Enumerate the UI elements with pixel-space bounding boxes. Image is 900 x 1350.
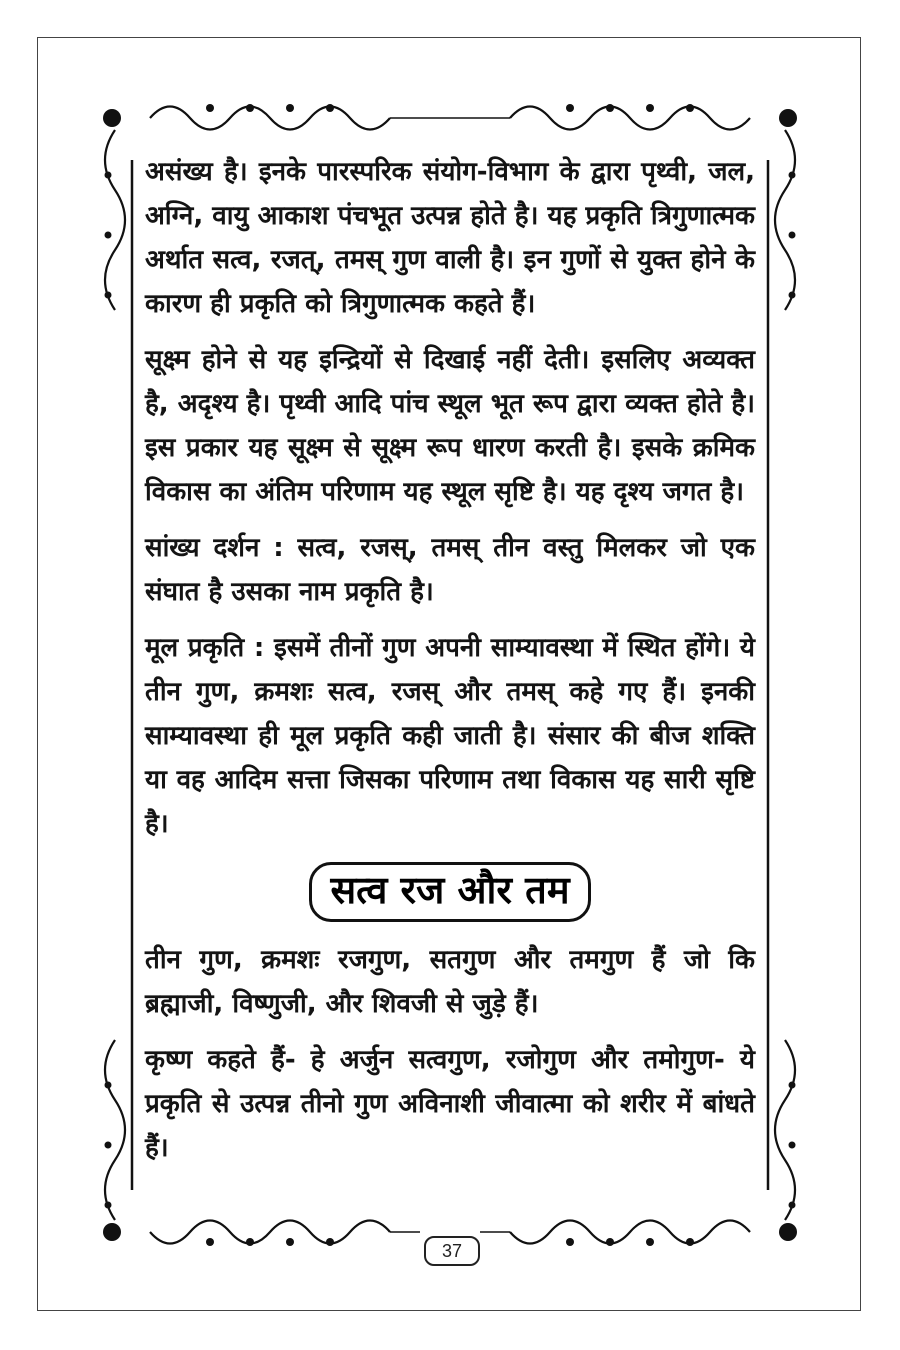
paragraph xyxy=(145,938,755,1026)
term-label: मूल प्रकृति : xyxy=(145,633,265,663)
paragraph-mool-prakriti xyxy=(145,626,755,846)
paragraph-sankhya-darshan xyxy=(145,526,755,614)
term-label: सांख्य दर्शन : xyxy=(145,533,284,563)
page-number: 37 xyxy=(424,1236,480,1266)
paragraph xyxy=(145,338,755,514)
paragraph xyxy=(145,1038,755,1170)
paragraph-text: सत्व, रजस्, तमस् तीन वस्तु मिलकर जो एक संघात है उसका नाम प्रकृति है। xyxy=(145,533,755,607)
paragraph-text: सूक्ष्म होने से यह इन्द्रियों से दिखाई नहीं देती। इसलिए अव्यक्त है, अदृश्य है। पृथ्वी आदि पांच स्थूल भूत रूप द्वारा व्यक्त होते है। इस प्रकार यह सूक्ष्म से सूक्ष्म रूप धारण करती है। इसके क्रमिक विकास का अंतिम परिणाम यह स्थूल सृष्टि है। यह दृश्य जगत है। xyxy=(145,345,755,507)
paragraph-text: असंख्य है। इनके पारस्परिक संयोग-विभाग के द्वारा पृथ्वी, जल, अग्नि, वायु आकाश पंचभूत उत्पन्न होते है। यह प्रकृति त्रिगुणात्मक अर्थात सत्व, रजत्, तमस् गुण वाली है। इन गुणों से युक्त होने के कारण ही प्रकृति को त्रिगुणात्मक कहते हैं। xyxy=(145,157,755,319)
paragraph-text: इसमें तीनों गुण अपनी साम्यावस्था में स्थित होंगे। ये तीन गुण, क्रमशः सत्व, रजस् और तमस् कहे गए हैं। इनकी साम्यावस्था ही मूल प्रकृति कही जाती है। संसार की बीज शक्ति या वह आदिम सत्ता जिसका परिणाम तथा विकास यह सारी सृष्टि है। xyxy=(145,633,755,839)
page-content xyxy=(145,150,755,1182)
section-heading-wrap xyxy=(145,862,755,922)
section-heading: सत्व रज और तम xyxy=(309,862,590,922)
paragraph-text: तीन गुण, क्रमशः रजगुण, सतगुण और तमगुण हैं जो कि ब्रह्माजी, विष्णुजी, और शिवजी से जुड़े हैं। xyxy=(145,945,755,1019)
paragraph-text: कृष्ण कहते हैं- हे अर्जुन सत्वगुण, रजोगुण और तमोगुण- ये प्रकृति से उत्पन्न तीनो गुण अविनाशी जीवात्मा को शरीर में बांधते हैं। xyxy=(145,1045,755,1163)
paragraph xyxy=(145,150,755,326)
